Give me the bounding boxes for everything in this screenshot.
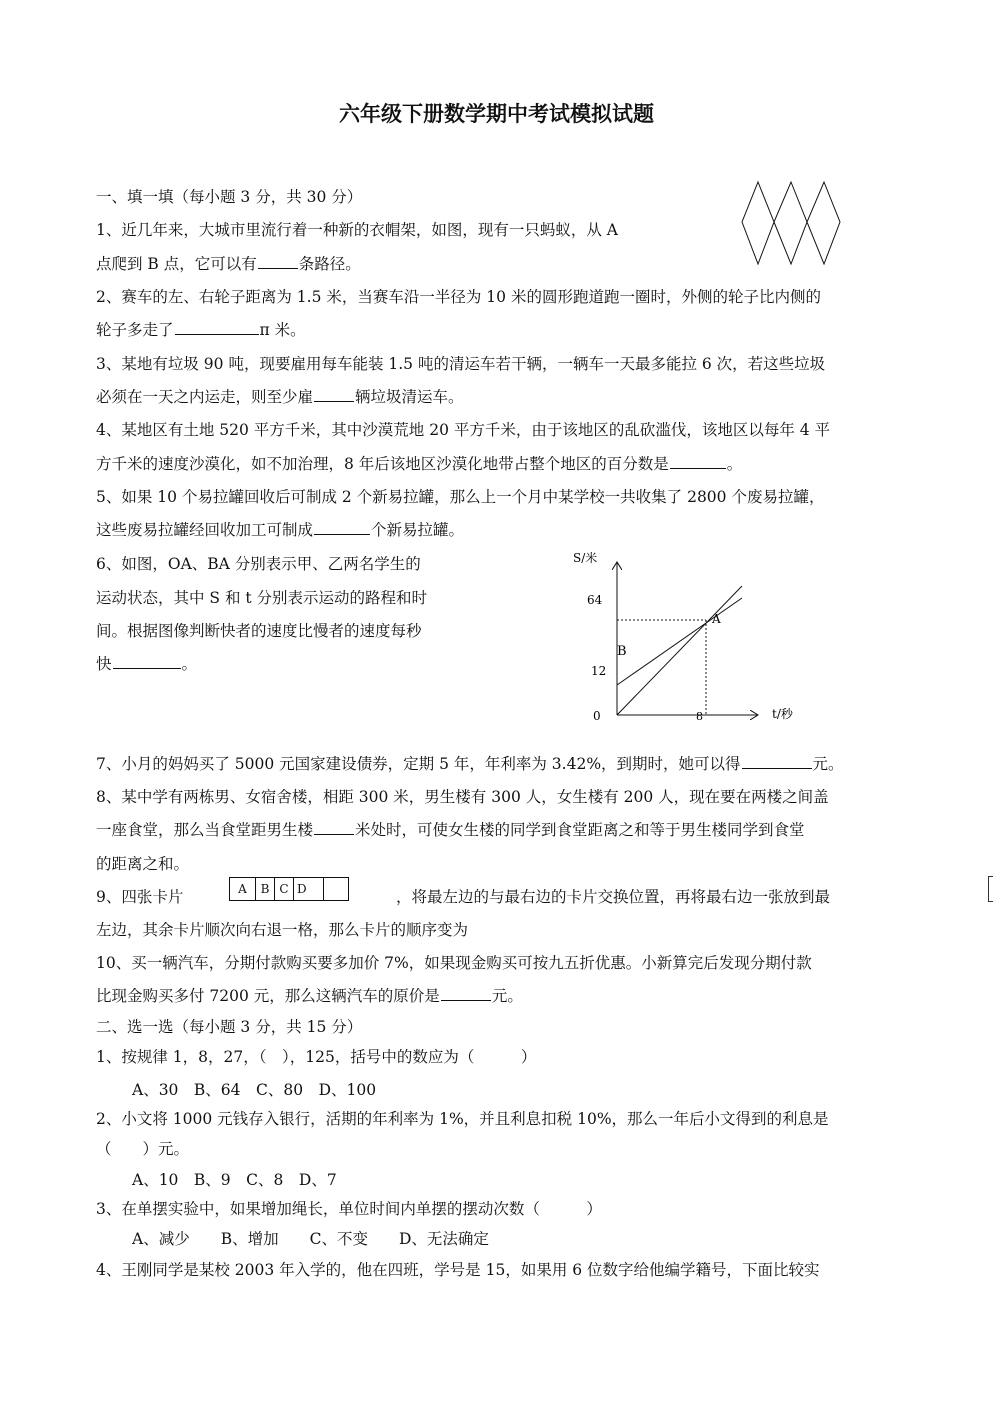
question-10-line-2: [96, 985, 523, 1007]
choice-question-1-options: A、30 B、64 C、80 D、100: [132, 1081, 377, 1099]
question-2-text-c: π 米。: [259, 321, 306, 339]
choice-question-3-options: A、减少 B、增加 C、不变 D、无法确定: [132, 1230, 489, 1248]
choice-question-2-options: A、10 B、9 C、8 D、7: [132, 1171, 337, 1189]
answer-blank: [441, 999, 491, 1001]
question-4-line-2: [96, 453, 742, 475]
question-5-text-b: 这些废易拉罐经回收加工可制成: [96, 521, 314, 539]
card-b: B: [256, 878, 275, 900]
graph-origin-label: 0: [593, 709, 601, 723]
question-9-line-1: 9、四张卡片: [96, 888, 184, 906]
question-6-line-3: 间。根据图像判断快者的速度比慢者的速度每秒: [96, 622, 422, 640]
question-2-text-b: 轮子多走了: [96, 321, 174, 339]
choice-question-4-line-1: 4、王刚同学是某校 2003 年入学的，他在四班，学号是 15，如果用 6 位数字给他编学籍号，下面比较实: [96, 1261, 820, 1279]
graph-y-label: S/米: [573, 551, 598, 565]
card-empty: [324, 878, 348, 900]
question-6-text-e: 。: [181, 655, 198, 673]
answer-blank: [670, 467, 726, 469]
question-8-text-c: 米处时，可使女生楼的同学到食堂距离之和等于男生楼同学到食堂: [355, 821, 805, 839]
question-6-line-2: 运动状态，其中 S 和 t 分别表示运动的路程和时: [96, 589, 428, 607]
question-3-line-1: 3、某地有垃圾 90 吨，现要雇用每车能装 1.5 吨的清运车若干辆，一辆车一天最多能拉 6 次，若这些垃圾: [96, 355, 826, 373]
question-5-line-2: [96, 519, 464, 541]
card-c: C: [275, 878, 294, 900]
question-1-text-b: 点爬到 B 点，它可以有: [96, 255, 257, 273]
graph-y-tick-12: 12: [591, 664, 607, 678]
line-ba: [617, 598, 742, 685]
answer-blank: [314, 833, 354, 835]
question-1-line-1: 1、近几年来，大城市里流行着一种新的衣帽架，如图，现有一只蚂蚁，从 A: [96, 221, 618, 239]
answer-blank: [258, 267, 298, 269]
choice-question-3: 3、在单摆实验中，如果增加绳长，单位时间内单摆的摆动次数（ ）: [96, 1200, 602, 1218]
rhombus-right: [807, 182, 840, 264]
question-4-line-1: 4、某地区有土地 520 平方千米，其中沙漠荒地 20 平方千米，由于该地区的乱砍滥伐，该地区以每年 4 平: [96, 421, 831, 439]
question-2-line-1: 2、赛车的左、右轮子距离为 1.5 米，当赛车沿一半径为 10 米的圆形跑道跑一圈时，外侧的轮子比内侧的: [96, 288, 821, 306]
question-1-text-c: 条路径。: [298, 255, 361, 273]
graph-point-b: B: [617, 644, 627, 659]
answer-blank: [314, 533, 370, 535]
question-6-text-d: 快: [96, 655, 112, 673]
choice-question-2-line-2: （ ）元。: [96, 1140, 190, 1158]
question-7-text-a: 7、小月的妈妈买了 5000 元国家建设债券，定期 5 年，年利率为 3.42%，到期时，她可以得: [96, 755, 741, 773]
card-a: A: [230, 878, 256, 900]
question-2-line-2: [96, 319, 306, 341]
question-6-line-4: [96, 653, 197, 675]
question-3-text-b: 必须在一天之内运走，则至少雇: [96, 388, 314, 406]
question-4-text-b: 方千米的速度沙漠化，如不加治理，8 年后该地区沙漠化地带占整个地区的百分数是: [96, 455, 669, 473]
question-10-text-b: 比现金购买多付 7200 元，那么这辆汽车的原价是: [96, 987, 440, 1005]
rhombus-middle: [774, 182, 807, 264]
section-2-heading: 二、选一选（每小题 3 分，共 15 分）: [96, 1018, 363, 1036]
graph-x-label: t/秒: [772, 707, 793, 721]
graph-point-a: A: [712, 612, 721, 626]
question-8-line-1: 8、某中学有两栋男、女宿舍楼，相距 300 米，男生楼有 300 人，女生楼有 200 人，现在要在两楼之间盖: [96, 788, 829, 806]
question-3-line-2: [96, 386, 464, 408]
question-3-text-c: 辆垃圾清运车。: [355, 388, 464, 406]
page-edge-mark: [988, 876, 993, 902]
question-1-line-2: [96, 253, 361, 275]
question-10-line-1: 10、买一辆汽车，分期付款购买要多加价 7%，如果现金购买可按九五折优惠。小新算完后发现分期付款: [96, 954, 812, 972]
cards-figure: [229, 877, 349, 901]
question-8-line-3: 的距离之和。: [96, 855, 190, 873]
answer-blank: [113, 667, 181, 669]
line-oa: [617, 586, 742, 715]
question-5-text-c: 个新易拉罐。: [371, 521, 465, 539]
graph-x-tick-8: 8: [696, 710, 703, 723]
card-d: D: [294, 878, 324, 900]
question-8-text-b: 一座食堂，那么当食堂距男生楼: [96, 821, 314, 839]
choice-question-2-line-1: 2、小文将 1000 元钱存入银行，活期的年利率为 1%，并且利息扣税 10%，那么一年后小文得到的利息是: [96, 1110, 829, 1128]
choice-question-1: 1、按规律 1，8，27，（ ），125，括号中的数应为（ ）: [96, 1048, 537, 1066]
answer-blank: [742, 767, 812, 769]
question-9-line-1-rest: ，将最左边的与最右边的卡片交换位置，再将最右边一张放到最: [396, 888, 831, 906]
question-7-text-b: 元。: [812, 755, 844, 773]
rhombus-left: [742, 182, 774, 264]
question-6-line-1: 6、如图，OA、BA 分别表示甲、乙两名学生的: [96, 555, 421, 573]
question-5-line-1: 5、如果 10 个易拉罐回收后可制成 2 个新易拉罐，那么上一个月中某学校一共收集了 2800 个废易拉罐，: [96, 488, 825, 506]
question-8-line-2: [96, 819, 805, 841]
graph-y-tick-64: 64: [587, 593, 603, 607]
question-4-text-c: 。: [726, 455, 743, 473]
answer-blank: [175, 333, 259, 335]
question-9-line-2: 左边，其余卡片顺次向右退一格，那么卡片的顺序变为: [96, 921, 469, 939]
coat-rack-figure: [740, 180, 844, 266]
page-title: 六年级下册数学期中考试模拟试题: [339, 102, 654, 126]
question-10-text-c: 元。: [491, 987, 523, 1005]
motion-graph-figure: [560, 540, 810, 730]
answer-blank: [314, 400, 354, 402]
question-7-line-1: [96, 753, 844, 775]
section-1-heading: 一、填一填（每小题 3 分，共 30 分）: [96, 188, 363, 206]
